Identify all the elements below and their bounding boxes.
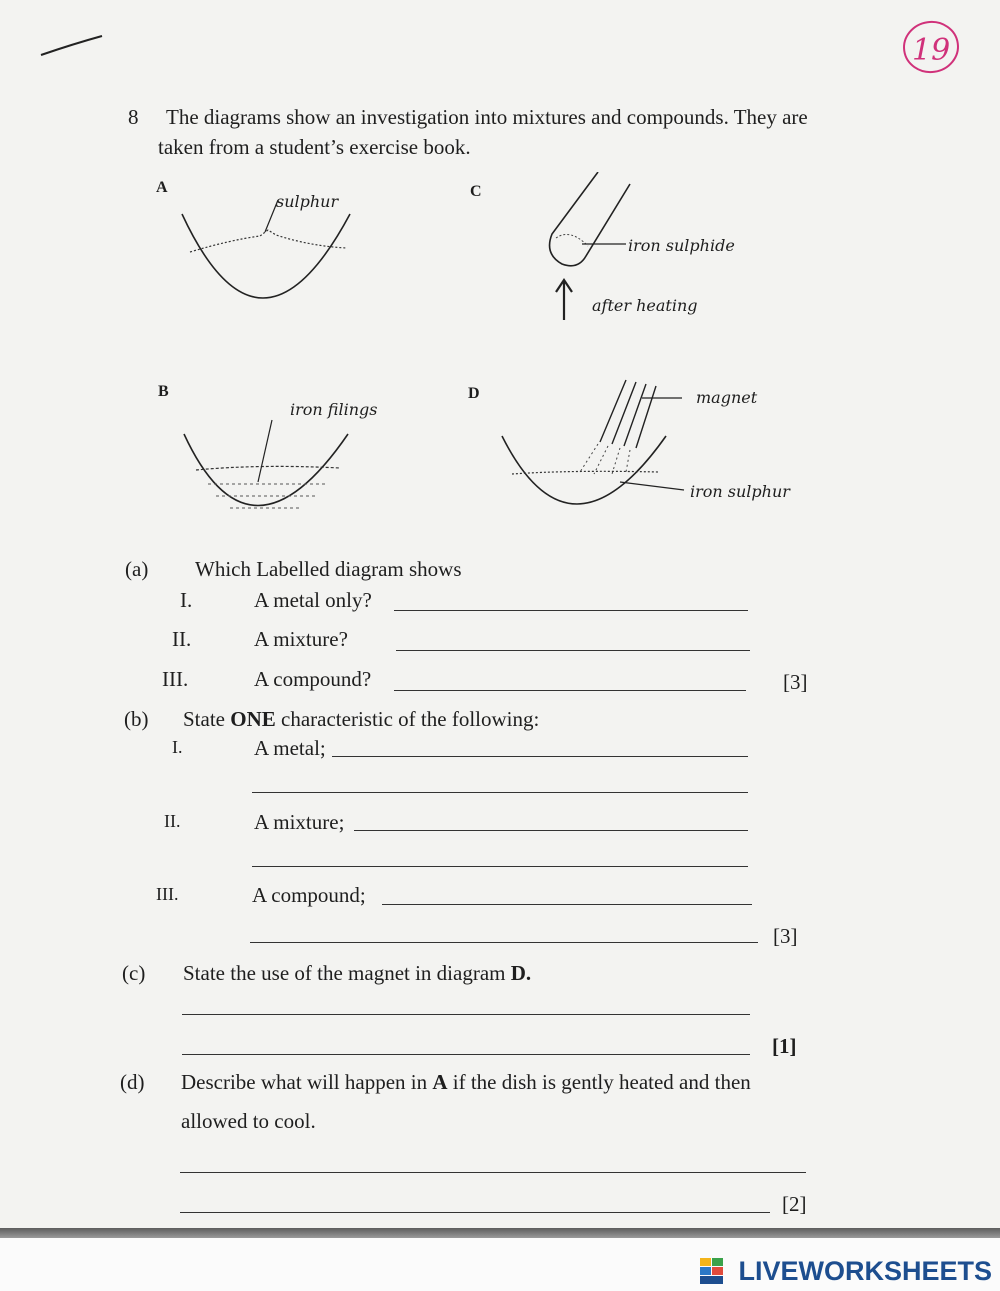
answer-line-d1[interactable] <box>180 1172 806 1173</box>
scan-edge-bar <box>0 1228 1000 1238</box>
answer-line-b1a[interactable] <box>332 756 748 757</box>
diagrams-drawing <box>150 172 830 527</box>
part-d-prompt-line2: allowed to cool. <box>181 1109 316 1133</box>
answer-line-c2[interactable] <box>182 1054 750 1055</box>
part-b-item-3-num: III. <box>156 884 179 904</box>
part-a-prompt: Which Labelled diagram shows <box>195 557 462 581</box>
diagram-c-label: iron sulphide <box>628 236 735 255</box>
diagram-b-label: iron filings <box>290 400 378 419</box>
answer-line-a2[interactable] <box>396 650 750 651</box>
part-d-marks: [2] <box>782 1192 807 1216</box>
part-c-marks: [1] <box>772 1034 797 1058</box>
part-c-label: (c) <box>122 961 146 985</box>
part-c-prompt: State the use of the magnet in diagram D. <box>183 961 532 985</box>
part-b-label: (b) <box>124 707 149 731</box>
part-a-item-2-num: II. <box>172 627 192 651</box>
part-d-prompt: Describe what will happen in A if the dish is gently heated and then <box>181 1070 751 1094</box>
score-circle <box>898 16 964 78</box>
diagram-c-letter: C <box>470 183 482 200</box>
liveworksheets-logo-icon <box>700 1258 724 1284</box>
part-a-label: (a) <box>125 557 149 581</box>
diagram-b-letter: B <box>158 383 169 400</box>
part-a-item-3-num: III. <box>162 667 189 691</box>
answer-line-a1[interactable] <box>394 610 748 611</box>
part-b-item-1-text: A metal; <box>254 736 326 760</box>
part-b-item-3-text: A compound; <box>252 883 366 907</box>
part-a-item-1-num: I. <box>180 588 193 612</box>
diagram-d-label-bottom: iron sulphur <box>690 482 790 501</box>
diagram-a-label: sulphur <box>276 192 339 211</box>
part-a-item-1-text: A metal only? <box>254 588 372 612</box>
part-d-label: (d) <box>120 1070 145 1094</box>
diagrams-panel <box>150 172 830 527</box>
pen-stroke <box>38 30 108 60</box>
question-intro-line2: taken from a student’s exercise book. <box>158 135 471 159</box>
brand-name: LIVEWORKSHEETS <box>738 1256 992 1286</box>
part-b-prompt: State ONE characteristic of the following: <box>183 707 540 731</box>
part-b-marks: [3] <box>773 924 798 948</box>
diagram-d-letter: D <box>468 385 480 402</box>
diagram-a-letter: A <box>156 179 168 196</box>
question-number: 8 <box>128 105 139 129</box>
part-a-item-2-text: A mixture? <box>254 627 348 651</box>
part-b-item-2-num: II. <box>164 811 181 831</box>
question-intro-line1: The diagrams show an investigation into mixtures and compounds. They are <box>166 105 808 129</box>
diagram-d-label-top: magnet <box>696 388 758 407</box>
answer-line-b2a[interactable] <box>354 830 748 831</box>
answer-line-b2b[interactable] <box>252 866 748 867</box>
score-text: 19 <box>912 33 951 68</box>
answer-line-b3b[interactable] <box>250 942 758 943</box>
answer-line-b3a[interactable] <box>382 904 752 905</box>
answer-line-c1[interactable] <box>182 1014 750 1015</box>
answer-line-d2[interactable] <box>180 1212 770 1213</box>
answer-line-a3[interactable] <box>394 690 746 691</box>
answer-line-b1b[interactable] <box>252 792 748 793</box>
part-a-marks: [3] <box>783 670 808 694</box>
part-b-item-2-text: A mixture; <box>254 810 345 834</box>
part-b-item-1-num: I. <box>172 737 183 757</box>
diagram-c-arrow-label: after heating <box>592 296 698 315</box>
part-a-item-3-text: A compound? <box>254 667 372 691</box>
